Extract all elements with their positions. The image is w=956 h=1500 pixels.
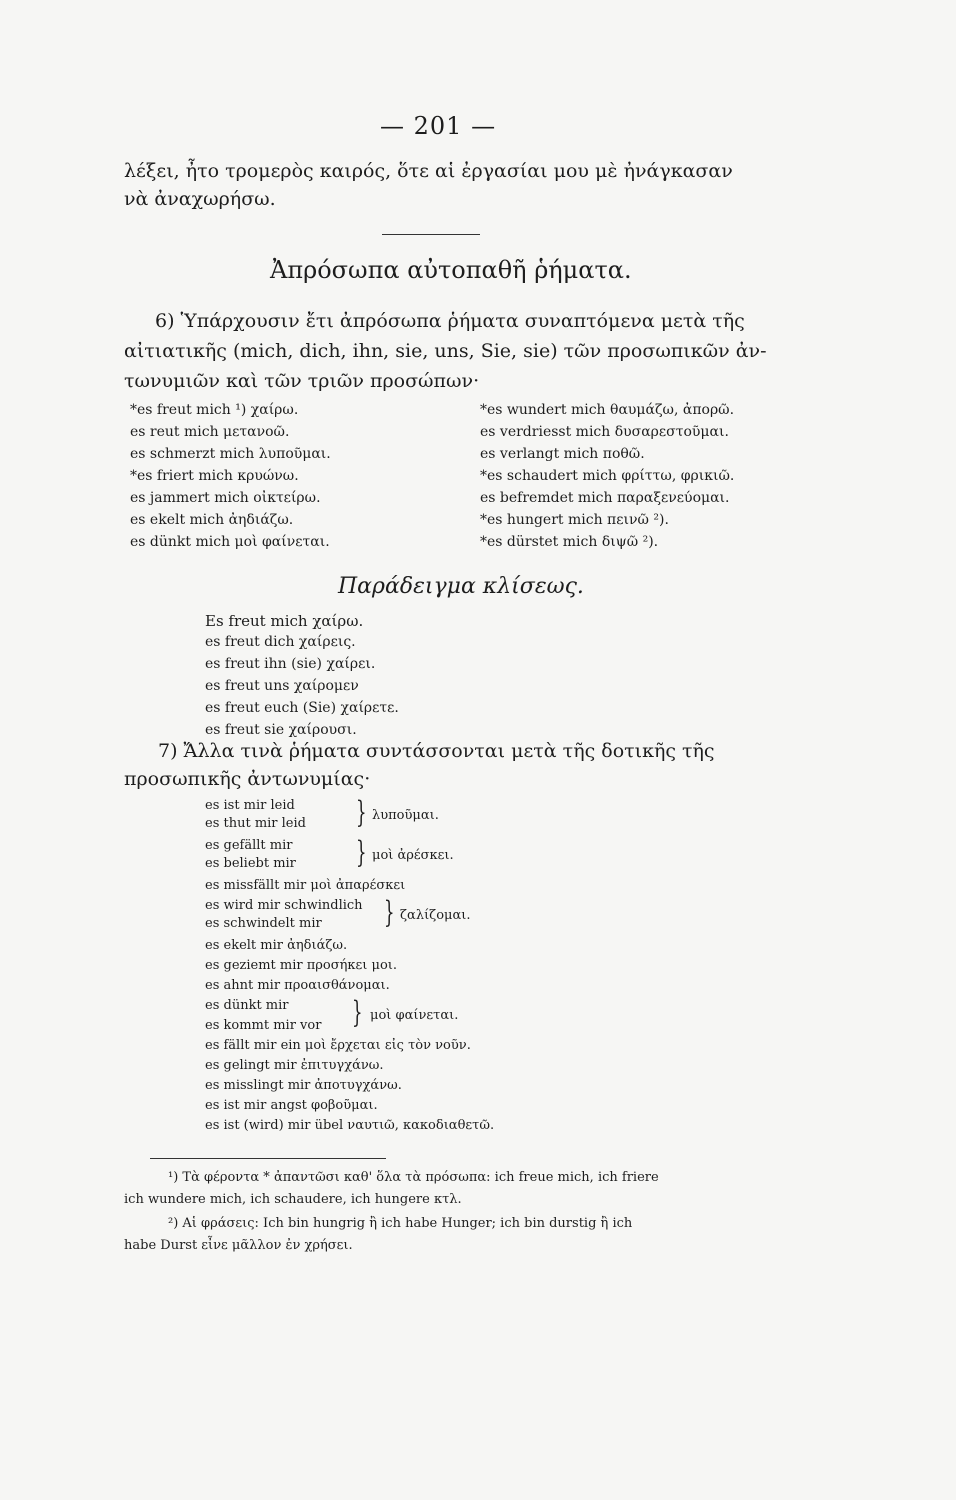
dat-angst: es ist mir angst φοβοῦμαι. (205, 1098, 378, 1113)
dat-g4-a: es dünkt mir (205, 998, 289, 1013)
verb-right-3: es verlangt mich ποθῶ. (480, 446, 645, 462)
dat-missfaellt: es missfällt mir μοὶ ἀπαρέσκει (205, 878, 406, 893)
conj-4: es freut uns χαίρομεν (205, 678, 359, 694)
dat-g2-gloss: μοὶ ἀρέσκει. (372, 848, 454, 863)
dat-geziemt: es geziemt mir προσήκει μοι. (205, 958, 397, 973)
verb-right-1: *es wundert mich θαυμάζω, ἀπορῶ. (480, 402, 735, 418)
verb-left-3: es schmerzt mich λυποῦμαι. (130, 446, 331, 462)
conj-1: Es freut mich χαίρω. (205, 612, 364, 630)
dat-g1-gloss: λυποῦμαι. (372, 808, 439, 823)
verb-left-5: es jammert mich οἰκτείρω. (130, 490, 321, 506)
para6-line-2: αἰτιατικῆς (mich, dich, ihn, sie, uns, Sie, sie) τῶν προσωπικῶν ἀν- (124, 340, 767, 362)
conj-5: es freut euch (Sie) χαίρετε. (205, 700, 399, 716)
brace-icon: } (352, 995, 363, 1030)
dat-g3-gloss: ζαλίζομαι. (400, 908, 471, 923)
example-title: Παράδειγμα κλίσεως. (338, 574, 584, 599)
verb-right-7: *es dürstet mich διψῶ ²). (480, 534, 659, 550)
brace-icon: } (356, 795, 367, 830)
verb-left-4: *es friert mich κρυώνω. (130, 468, 299, 484)
dat-g2-a: es gefällt mir (205, 838, 293, 853)
verb-left-6: es ekelt mich ἀηδιάζω. (130, 512, 294, 528)
section-title: Ἀπρόσωπα αὐτοπαθῆ ῥήματα. (270, 256, 632, 284)
dat-gelingt: es gelingt mir ἐπιτυγχάνω. (205, 1058, 384, 1073)
verb-right-5: es befremdet mich παραξενεύομαι. (480, 490, 730, 506)
conj-6: es freut sie χαίρουσι. (205, 722, 357, 738)
footnote-divider (150, 1158, 386, 1159)
para6-line-3: τωνυμιῶν καὶ τῶν τριῶν προσώπων· (124, 370, 480, 392)
footnote-1-line-2: ich wundere mich, ich schaudere, ich hungere κτλ. (124, 1192, 462, 1207)
verb-right-4: *es schaudert mich φρίττω, φρικιῶ. (480, 468, 735, 484)
dat-faellt: es fällt mir ein μοὶ ἔρχεται εἰς τὸν νοῦν. (205, 1038, 471, 1053)
dat-ekelt: es ekelt mir ἀηδιάζω. (205, 938, 348, 953)
verb-right-2: es verdriesst mich δυσαρεστοῦμαι. (480, 424, 729, 440)
dat-g2-b: es beliebt mir (205, 856, 296, 871)
dat-ahnt: es ahnt mir προαισθάνομαι. (205, 978, 390, 993)
dat-g1-a: es ist mir leid (205, 798, 295, 813)
page-number: — 201 — (380, 112, 497, 140)
para6-line-1: 6) Ὑπάρχουσιν ἔτι ἀπρόσωπα ῥήματα συναπτόμενα μετὰ τῆς (155, 310, 745, 332)
intro-line-2: νὰ ἀναχωρήσω. (124, 188, 276, 210)
verb-right-6: *es hungert mich πεινῶ ²). (480, 512, 669, 528)
section-divider (382, 234, 480, 235)
verb-left-2: es reut mich μετανοῶ. (130, 424, 290, 440)
footnote-1-line-1: ¹) Τὰ φέροντα * ἀπαντῶσι καθ' ὅλα τὰ πρόσωπα: ich freue mich, ich friere (168, 1170, 659, 1185)
para7-line-1: 7) Ἄλλα τινὰ ῥήματα συντάσσονται μετὰ τῆς δοτικῆς τῆς (158, 740, 715, 762)
dat-uebel: es ist (wird) mir übel ναυτιῶ, κακοδιαθετῶ. (205, 1118, 495, 1133)
dat-g4-b: es kommt mir vor (205, 1018, 322, 1033)
footnote-2-line-1: ²) Αἱ φράσεις: Ich bin hungrig ἢ ich habe Hunger; ich bin durstig ἢ ich (168, 1216, 633, 1231)
footnote-2-line-2: habe Durst εἶνε μᾶλλον ἐν χρήσει. (124, 1238, 353, 1253)
dat-g3-a: es wird mir schwindlich (205, 898, 363, 913)
para7-line-2: προσωπικῆς ἀντωνυμίας· (124, 768, 371, 790)
brace-icon: } (384, 895, 395, 930)
dat-g1-b: es thut mir leid (205, 816, 306, 831)
conj-2: es freut dich χαίρεις. (205, 634, 356, 650)
brace-icon: } (356, 835, 367, 870)
verb-left-1: *es freut mich ¹) χαίρω. (130, 402, 299, 418)
dat-g3-b: es schwindelt mir (205, 916, 322, 931)
conj-3: es freut ihn (sie) χαίρει. (205, 656, 376, 672)
dat-g4-gloss: μοὶ φαίνεται. (370, 1008, 459, 1023)
dat-misslingt: es misslingt mir ἀποτυγχάνω. (205, 1078, 402, 1093)
intro-line-1: λέξει, ἦτο τρομερὸς καιρός, ὅτε αἱ ἐργασίαι μου μὲ ἠνάγκασαν (124, 160, 733, 182)
verb-left-7: es dünkt mich μοὶ φαίνεται. (130, 534, 330, 550)
